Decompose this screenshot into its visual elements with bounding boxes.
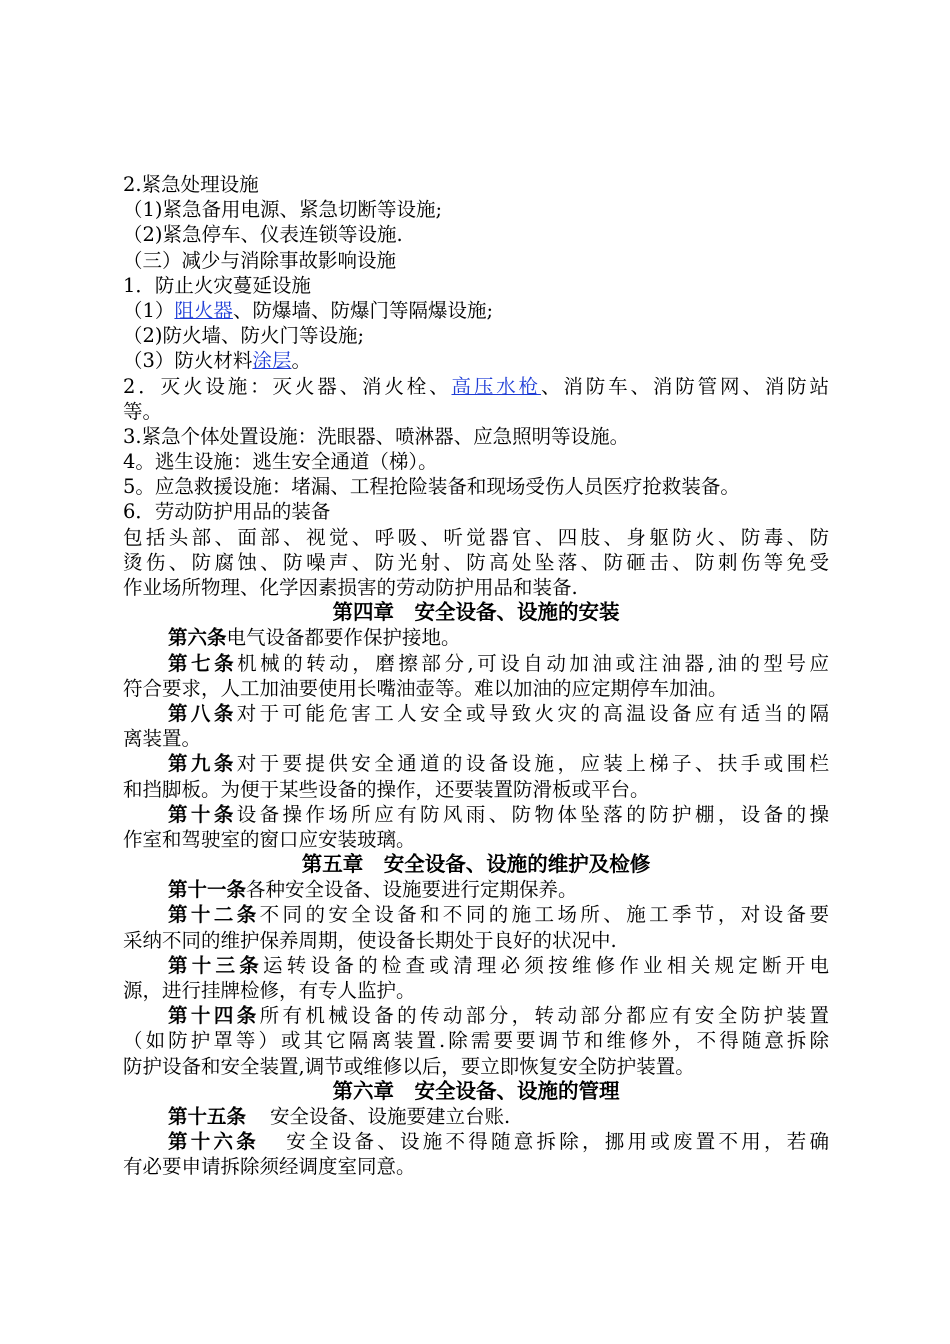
article-15 <box>123 1104 829 1129</box>
text-line: （三）减少与消除事故影响设施 <box>123 248 397 272</box>
text-line: 和挡脚板。为便于某些设备的操作，还要装置防滑板或平台。 <box>123 777 650 801</box>
article-label: 第十条 <box>168 802 237 826</box>
text-line: 源，进行挂牌检修，有专人监护。 <box>123 979 416 1002</box>
article-text: 不同的安全设备和不同的施工场所、施工季节，对设备要 <box>259 903 829 927</box>
text-line: 离装置。 <box>123 727 202 751</box>
link-high-pressure-water-gun[interactable]: 高压水枪 <box>451 374 541 398</box>
text-line: 作室和驾驶室的窗口应安装玻璃。 <box>123 827 416 851</box>
link-flame-arrester[interactable]: 阻火器 <box>174 298 233 322</box>
text-span: 。 <box>291 349 311 373</box>
article-text: 运转设备的检查或清理必须按维修作业相关规定断开电 <box>263 953 829 977</box>
text-line: 1．防止火灾蔓延设施 <box>123 273 311 297</box>
text-line: 采纳不同的维护保养周期，使设备长期处于良好的状况中. <box>123 928 617 952</box>
text-line: 防护设备和安全装置,调节或维修以后，要立即恢复安全防护装置。 <box>123 1054 695 1078</box>
article-text: 各种安全设备、设施要进行定期保养。 <box>246 878 578 902</box>
article-label: 第十二条 <box>168 903 260 927</box>
article-text: 安全设备、设施不得随意拆除，挪用或废置不用，若确 <box>283 1130 829 1154</box>
article-text: 设备操作场所应有防风雨、防物体坠落的防护棚，设备的操 <box>236 802 829 826</box>
article-text: 电气设备都要作保护接地。 <box>226 626 461 650</box>
text-line: （1)紧急备用电源、紧急切断等设施; <box>123 198 443 222</box>
text-line: 有必要申请拆除须经调度室同意。 <box>123 1155 416 1179</box>
article-12 <box>123 902 829 927</box>
text-line: 3.紧急个体处置设施：洗眼器、喷淋器、应急照明等设施。 <box>123 424 630 448</box>
article-7 <box>123 651 829 676</box>
text-line: 5。应急救援设施：堵漏、工程抢险装备和现场受伤人员医疗抢救装备。 <box>123 475 740 499</box>
chapter-5-title: 第五章 安全设备、设施的维护及检修 <box>301 852 651 877</box>
article-10 <box>123 802 829 827</box>
text-line: 4。逃生设施：逃生安全通道（梯）。 <box>123 450 438 474</box>
text-span: （1） <box>123 298 175 322</box>
article-13 <box>123 953 829 978</box>
article-8 <box>123 701 829 726</box>
text-line: 包括头部、面部、视觉、呼吸、听觉器官、四肢、身躯防火、防毒、防 <box>123 525 829 549</box>
article-text: 对于要提供安全通道的设备设施，应装上梯子、扶手或围栏 <box>236 752 829 776</box>
text-line: 作业场所物理、化学因素损害的劳动防护用品和装备. <box>123 576 578 599</box>
text-line: 2.紧急处理设施 <box>123 173 259 196</box>
text-line: （如防护罩等）或其它隔离装置.除需要要调节和维修外，不得随意拆除 <box>123 1029 829 1053</box>
text-line: （2)紧急停车、仪表连锁等设施. <box>123 223 403 247</box>
article-9 <box>123 751 829 776</box>
article-6 <box>123 625 829 650</box>
article-16 <box>123 1129 829 1154</box>
text-span: （3）防火材料 <box>123 349 253 373</box>
document-page <box>123 172 829 1180</box>
text-line: （2)防火墙、防火门等设施; <box>123 324 365 348</box>
article-label: 第十四条 <box>168 1004 260 1028</box>
text-line: 符合要求，人工加油要使用长嘴油壶等。难以加油的应定期停车加油。 <box>123 676 728 700</box>
article-14 <box>123 1003 829 1028</box>
article-text: 所有机械设备的传动部分，转动部分都应有安全防护装置 <box>259 1004 829 1028</box>
article-label: 第七条 <box>168 651 238 675</box>
text-line <box>123 298 829 323</box>
text-line <box>123 374 829 399</box>
article-11 <box>123 877 829 902</box>
article-label: 第九条 <box>168 752 237 776</box>
article-label: 第十一条 <box>168 878 247 902</box>
chapter-6-title: 第六章 安全设备、设施的管理 <box>332 1078 620 1103</box>
chapter-4-title: 第四章 安全设备、设施的安装 <box>332 600 620 625</box>
article-label: 第八条 <box>168 701 237 725</box>
text-span: 2．灭火设施：灭火器、消火栓、 <box>123 374 452 398</box>
article-text: 安全设备、设施要建立台账. <box>270 1104 511 1128</box>
text-line: 等。 <box>123 399 163 423</box>
text-span: 、消防车、消防管网、消防站 <box>541 374 829 398</box>
text-line <box>123 348 829 373</box>
text-line: 烫伤、防腐蚀、防噪声、防光射、防高处坠落、防砸击、防刺伤等免受 <box>123 550 829 574</box>
article-label: 第十五条 <box>168 1104 247 1128</box>
article-label: 第十三条 <box>168 953 264 977</box>
text-line: 6．劳动防护用品的装备 <box>123 500 331 524</box>
article-text: 机械的转动，磨擦部分,可设自动加油或注油器,油的型号应 <box>237 651 829 675</box>
link-coating[interactable]: 涂层 <box>252 349 292 373</box>
article-label: 第六条 <box>168 626 227 650</box>
article-label: 第十六条 <box>168 1130 259 1154</box>
article-text: 对于可能危害工人安全或导致火灾的高温设备应有适当的隔 <box>236 701 829 725</box>
text-span: 、防爆墙、防爆门等隔爆设施; <box>232 298 494 322</box>
